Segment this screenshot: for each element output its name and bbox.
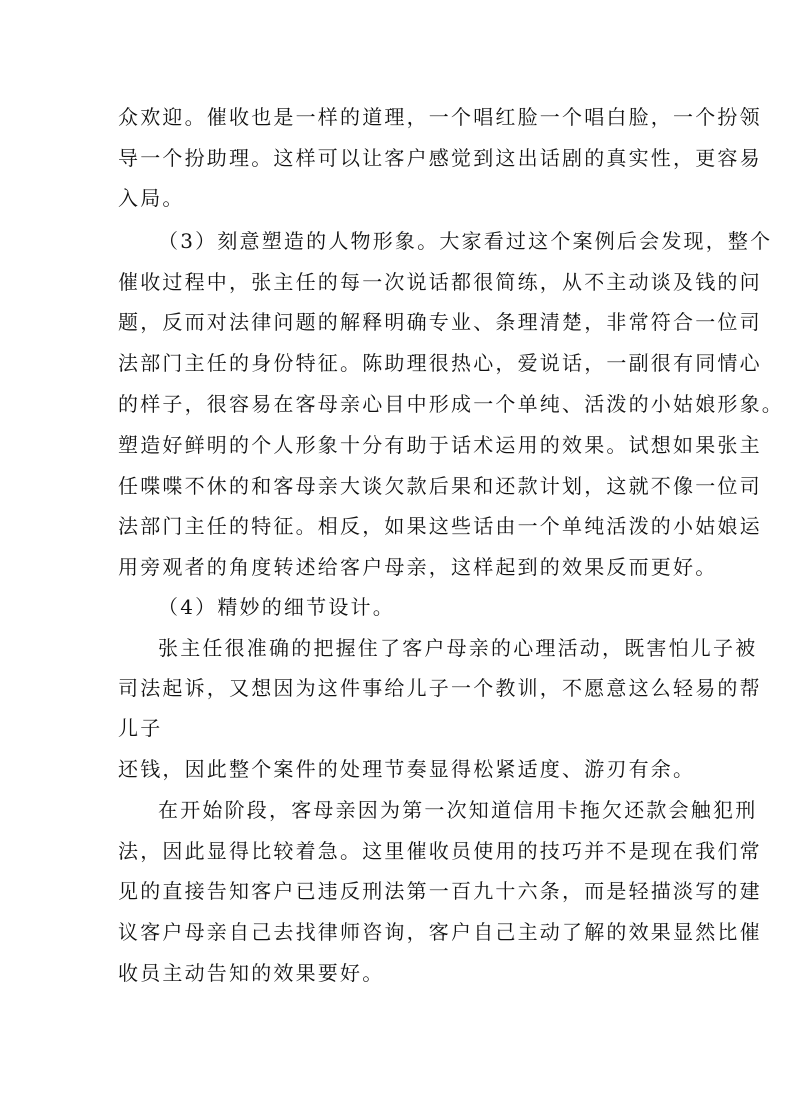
text-line: 入局。 — [118, 186, 185, 210]
text-line: 众欢迎。催收也是一样的道理，一个唱红脸一个唱白脸，一个扮领 — [118, 105, 762, 129]
text-line: 收员主动告知的效果要好。 — [118, 961, 385, 985]
paragraph-start: 在开始阶段，客母亲因为第一次知道信用卡拖欠还款会触犯刑 — [158, 798, 758, 822]
text-line: 司法起诉，又想因为这件事给儿子一个教训，不愿意这么轻易的帮 — [118, 676, 762, 700]
paragraph-start: 张主任很准确的把握住了客户母亲的心理活动，既害怕儿子被 — [158, 636, 758, 660]
text-line: 导一个扮助理。这样可以让客户感觉到这出话剧的真实性，更容易 — [118, 146, 762, 170]
text-line: 还钱，因此整个案件的处理节奏显得松紧适度、游刃有余。 — [118, 757, 696, 781]
text-line: 用旁观者的角度转述给客户母亲，这样起到的效果反而更好。 — [118, 555, 718, 579]
text-line: 法，因此显得比较着急。这里催收员使用的技巧并不是现在我们常 — [118, 839, 762, 863]
section-heading-3: （3）刻意塑造的人物形象。大家看过这个案例后会发现，整个 — [158, 229, 773, 253]
text-line: 见的直接告知客户已违反刑法第一百九十六条，而是轻描淡写的建 — [118, 879, 762, 903]
text-line: 塑造好鲜明的个人形象十分有助于话术运用的效果。试想如果张主 — [118, 433, 762, 457]
text-line: 的样子，很容易在客母亲心目中形成一个单纯、活泼的小姑娘形象。 — [118, 392, 784, 416]
text-line: 题，反而对法律问题的解释明确专业、条理清楚，非常符合一位司 — [118, 310, 762, 334]
text-line: 任喋喋不休的和客母亲大谈欠款后果和还款计划，这就不像一位司 — [118, 474, 762, 498]
text-line: 法部门主任的特征。相反，如果这些话由一个单纯活泼的小姑娘运 — [118, 514, 762, 538]
section-heading-4: （4）精妙的细节设计。 — [158, 595, 395, 619]
text-line: 儿子 — [118, 716, 163, 740]
text-line: 催收过程中，张主任的每一次说话都很简练，从不主动谈及钱的问 — [118, 270, 762, 294]
text-line: 法部门主任的身份特征。陈助理很热心，爱说话，一副很有同情心 — [118, 351, 762, 375]
text-line: 议客户母亲自己去找律师咨询，客户自己主动了解的效果显然比催 — [118, 920, 762, 944]
